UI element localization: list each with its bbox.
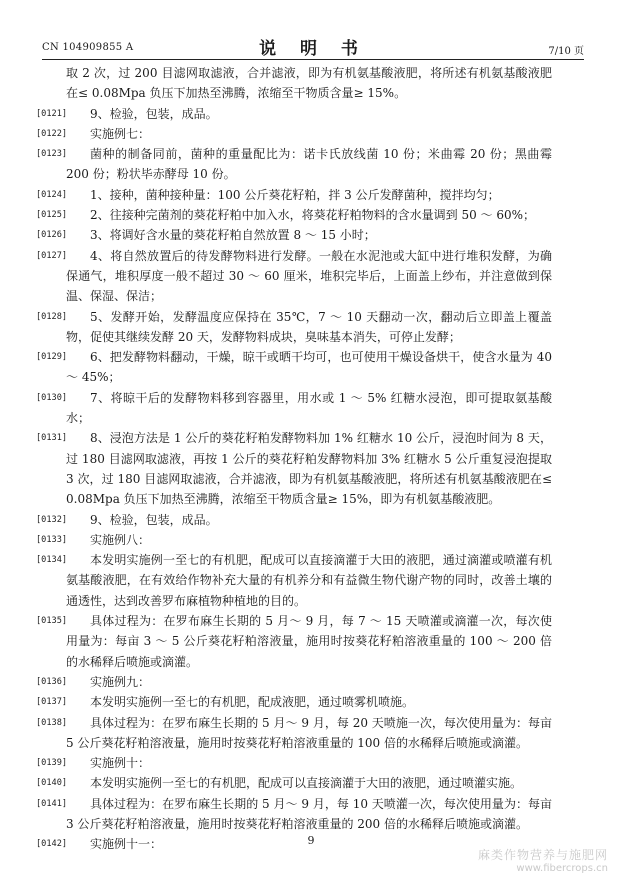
paragraph-text: 9、检验，包装，成品。 <box>90 512 218 527</box>
paragraph-text: 本发明实施例一至七的有机肥，配成可以直接滴灌于大田的液肥，通过滴灌或喷灌有机氨基酸液肥，在有效给作物补充大量的有机养分和有益微生物代谢产物的同时，改善土壤的通透性，达到改善罗布麻植物种植地的目的。 <box>66 553 552 608</box>
paragraph-text: 6、把发酵物料翻动，干燥，晾干或晒干均可，也可使用干燥设备烘干，使含水量为 40 ～ 45%； <box>66 350 552 385</box>
paragraph-text: 5、发酵开始，发酵温度应保持在 35℃，7 ～ 10 天翻动一次，翻动后立即盖上覆盖物，促使其继续发酵 20 天，发酵物料成块，臭味基本消失，可停止发酵； <box>66 309 552 344</box>
paragraph-number: [0133] <box>36 534 68 545</box>
paragraph <box>36 753 552 773</box>
paragraph-number: [0123] <box>36 149 68 160</box>
page-header <box>42 34 584 59</box>
paragraph-text: 实施例十一： <box>90 837 163 852</box>
paragraph-text: 实施例十： <box>90 756 151 771</box>
paragraph-text: 8、浸泡方法是 1 公斤的葵花籽粕发酵物料加 1% 红糖水 10 公斤，浸泡时间为 8 天，过 180 目滤网取滤液，再按 1 公斤的葵花籽粕发酵物料加 3% 红糖水 5 公斤重复浸泡提取 3 次，过 180 目滤网取滤液，合并滤液，即为有机氨基酸液肥，将所述有机氨基酸液肥在≤ 0.08Mpa 负压下加热至沸腾，浓缩至干物质含量≥ 15%，即为有机氨基酸液肥。 <box>66 431 552 507</box>
header-divider <box>42 59 584 60</box>
paragraph <box>36 611 552 672</box>
paragraph-number: [0121] <box>36 108 68 119</box>
paragraph <box>36 510 552 530</box>
paragraph <box>36 428 552 509</box>
paragraph-number: [0130] <box>36 392 68 403</box>
paragraph <box>36 794 552 835</box>
paragraph-text: 实施例七： <box>90 126 151 141</box>
paragraph <box>36 205 552 225</box>
paragraph <box>36 550 552 611</box>
paragraph-text: 菌种的制备同前，菌种的重量配比为：诺卡氏放线菌 10 份；米曲霉 20 份；黑曲霉 200 份；粉状毕赤酵母 10 份。 <box>66 147 552 182</box>
watermark-site-name: 麻类作物营养与施肥网 <box>477 848 608 862</box>
document-body <box>36 63 552 855</box>
paragraph-number: [0127] <box>36 250 68 261</box>
paragraph-text: 2、往接种完菌剂的葵花籽粕中加入水，将葵花籽粕物料的含水量调到 50 ～ 60%； <box>90 208 536 223</box>
paragraph <box>36 144 552 185</box>
paragraph-number: [0129] <box>36 352 68 363</box>
watermark <box>478 848 608 875</box>
paragraph-number: [0131] <box>36 433 68 444</box>
paragraph-number: [0135] <box>36 616 68 627</box>
paragraph-text: 4、将自然放置后的待发酵物料进行发酵。一般在水泥池或大缸中进行堆积发酵，为确保通气，堆积厚度一般不超过 30 ～ 60 厘米，堆积完毕后，上面盖上纱布，并注意做到保温、保湿、保洁； <box>66 248 552 304</box>
paragraph-text: 7、将晾干后的发酵物料移到容器里，用水或 1 ～ 5% 红糖水浸泡，即可提取氨基酸水； <box>66 390 552 426</box>
paragraph <box>36 104 552 124</box>
document-title: 说 明 书 <box>259 39 367 59</box>
paragraph <box>36 246 552 307</box>
paragraph-number: [0137] <box>36 697 68 708</box>
paragraph-number: [0142] <box>36 839 68 850</box>
patent-number: CN 104909855 A <box>42 42 134 53</box>
paragraph-number: [0126] <box>36 230 68 241</box>
paragraph <box>66 63 552 104</box>
paragraph-text: 实施例九： <box>90 674 151 689</box>
paragraph <box>36 225 552 245</box>
paragraph-text: 具体过程为：在罗布麻生长期的 5 月～ 9 月，每 20 天喷施一次，每次使用量为：每亩 5 公斤葵花籽粕溶液量，施用时按葵花籽粕溶液重量的 100 倍的水稀释后喷施或滴灌。 <box>66 715 552 750</box>
paragraph <box>36 124 552 144</box>
paragraph-number: [0128] <box>36 311 68 322</box>
paragraph-number: [0124] <box>36 189 68 200</box>
paragraph-text: 本发明实施例一至七的有机肥，配成可以直接滴灌于大田的液肥，通过喷灌实施。 <box>90 776 523 791</box>
paragraph-number: [0134] <box>36 555 68 566</box>
paragraph <box>36 530 552 550</box>
paragraph <box>36 672 552 692</box>
page-indicator: 7/10 页 <box>548 46 584 57</box>
paragraph <box>36 773 552 793</box>
paragraph-text: 本发明实施例一至七的有机肥，配成液肥，通过喷雾机喷施。 <box>90 695 415 710</box>
paragraph-number: [0122] <box>36 128 68 139</box>
paragraph <box>36 307 552 348</box>
page-number: 9 <box>307 834 315 847</box>
paragraph-number: [0138] <box>36 717 68 728</box>
paragraph <box>36 185 552 205</box>
paragraph-number: [0141] <box>36 798 68 809</box>
paragraph-text: 具体过程为：在罗布麻生长期的 5 月～ 9 月，每 10 天喷灌一次，每次使用量为：每亩 3 公斤葵花籽粕溶液量，施用时按葵花籽粕溶液重量的 200 倍的水稀释后喷施或滴灌。 <box>66 796 552 831</box>
watermark-url: www.fibercrops.cn <box>516 863 608 874</box>
paragraph <box>36 713 552 754</box>
paragraph-number: [0136] <box>36 676 68 687</box>
paragraph-number: [0140] <box>36 778 68 789</box>
paragraph <box>36 347 552 388</box>
paragraph-text: 具体过程为：在罗布麻生长期的 5 月～ 9 月，每 7 ～ 15 天喷灌或滴灌一次，每次使用量为：每亩 3 ～ 5 公斤葵花籽粕溶液量，施用时按葵花籽粕溶液重量的 100 ～ 200 倍的水稀释后喷施或滴灌。 <box>66 614 552 669</box>
paragraph-number: [0132] <box>36 514 68 525</box>
paragraph <box>36 692 552 712</box>
paragraph-text: 取 2 次，过 200 目滤网取滤液，合并滤液，即为有机氨基酸液肥，将所述有机氨基酸液肥在≤ 0.08Mpa 负压下加热至沸腾，浓缩至干物质含量≥ 15%。 <box>66 66 552 101</box>
paragraph-text: 实施例八： <box>90 532 151 547</box>
paragraph <box>36 388 552 429</box>
paragraph-text: 3、将调好含水量的葵花籽粕自然放置 8 ～ 15 小时； <box>90 228 376 243</box>
paragraph-number: [0139] <box>36 758 68 769</box>
paragraph-number: [0125] <box>36 210 68 221</box>
paragraph-text: 9、检验，包装，成品。 <box>90 106 218 121</box>
paragraph-text: 1、接种，菌种接种量：100 公斤葵花籽粕，拌 3 公斤发酵菌种，搅拌均匀； <box>90 187 500 202</box>
